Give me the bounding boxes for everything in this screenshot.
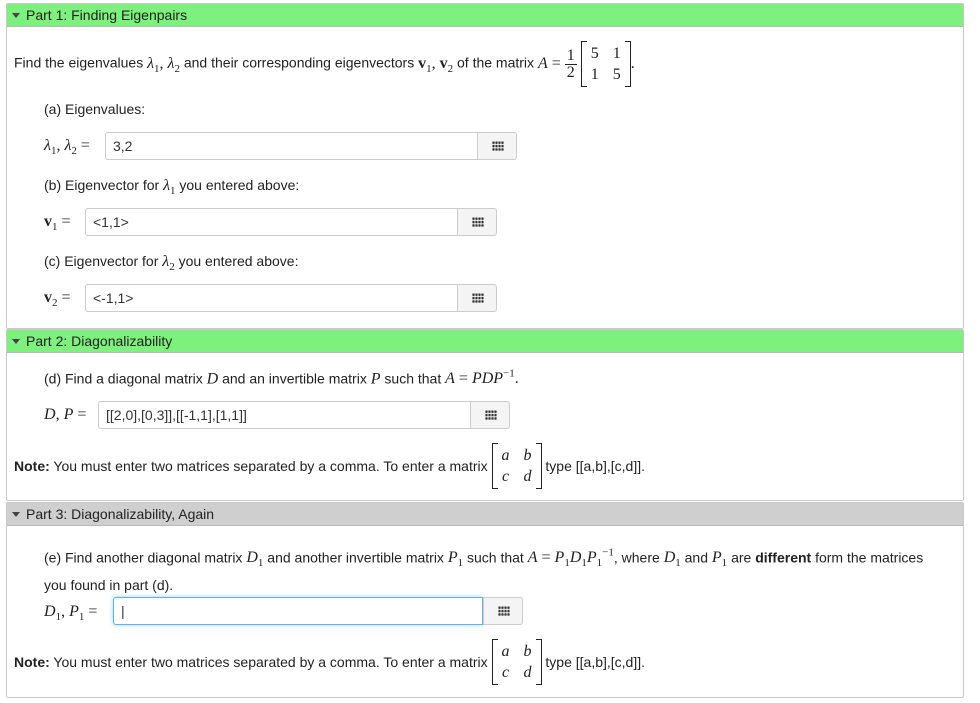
keypad-grid-icon — [472, 293, 484, 303]
matrix-cell: 1 — [612, 45, 621, 62]
part-e-label: (e) Find another diagonal matrix $D_1$ and another invertible matrix $P_1$ such that $A = P_1D_1P_1^{-1}$, where $D_1$ and $P_1$ are different form the matrices you found in part (d). — [44, 547, 924, 593]
keypad-grid-icon — [472, 217, 484, 227]
lambda-answer-label: $\lambda_1$, $\lambda_2$ = — [44, 137, 90, 158]
caret-down-icon — [12, 512, 20, 517]
eigenvector-symbols: $v_1$, $v_2$ — [418, 54, 454, 75]
part1-section — [6, 3, 964, 329]
dp-input[interactable]: [[2,0],[0,3]],[[-1,1],[1,1]] — [98, 401, 471, 429]
dp-keyboard-button[interactable] — [470, 401, 510, 429]
part-a-label: (a) Eigenvalues: — [44, 101, 146, 117]
d1p1-input[interactable]: | — [113, 597, 483, 625]
v2-answer-label: $v_2$ = — [44, 289, 71, 310]
v2-input[interactable]: <-1,1> — [85, 284, 458, 312]
part2-section — [6, 329, 964, 501]
eigenvalues-keyboard-button[interactable] — [477, 132, 517, 160]
part-d-label: (d) Find a diagonal matrix D and an invertible matrix P such that $A = PDP^{-1}$. — [44, 368, 519, 388]
part2-title: Part 2: Diagonalizability — [26, 333, 173, 349]
one-half-fraction: $\frac{1}{2}$ — [566, 46, 575, 81]
matrix-a — [581, 41, 631, 87]
lambda-symbols: $\lambda_1$, $\lambda_2$ — [147, 54, 180, 75]
problem-text-mid2: of the matrix — [457, 54, 535, 71]
v1-answer-label: $v_1$ = — [44, 213, 71, 234]
eigenvalues-input[interactable]: 3,2 — [105, 132, 478, 160]
keypad-grid-icon — [485, 410, 497, 420]
problem-text-lead: Find the eigenvalues — [14, 54, 144, 71]
d1p1-answer-label: $D_1$, $P_1$ = — [44, 603, 98, 624]
part2-header[interactable] — [7, 330, 963, 353]
note-matrix: a b c d — [492, 443, 542, 489]
matrix-cell: 5 — [590, 45, 599, 62]
part1-header[interactable] — [7, 4, 963, 27]
keypad-grid-icon — [492, 141, 504, 151]
note-matrix: a b c d — [492, 639, 542, 685]
part1-problem — [14, 41, 954, 87]
caret-down-icon — [12, 13, 20, 18]
v2-keyboard-button[interactable] — [457, 284, 497, 312]
v1-input[interactable]: <1,1> — [85, 208, 458, 236]
matrix-cell: 5 — [612, 66, 621, 83]
problem-text-mid1: and their corresponding eigenvectors — [183, 54, 415, 71]
keypad-grid-icon — [498, 606, 510, 616]
part3-section — [6, 502, 964, 698]
matrix-a-expression: A = $\frac{1}{2}$ 5 1 1 5 . — [538, 55, 635, 72]
part-b-label: (b) Eigenvector for $\lambda_1$ you entered above: — [44, 177, 300, 198]
part1-title: Part 1: Finding Eigenpairs — [26, 7, 188, 23]
part-c-label: (c) Eigenvector for $\lambda_2$ you entered above: — [44, 253, 299, 274]
part3-note: Note: You must enter two matrices separated by a comma. To enter a matrix a b c d type [[a,b],[c,d]]. — [14, 639, 645, 685]
v1-keyboard-button[interactable] — [457, 208, 497, 236]
caret-down-icon — [12, 339, 20, 344]
part2-note: Note: You must enter two matrices separated by a comma. To enter a matrix a b c d type [[a,b],[c,d]]. — [14, 443, 645, 489]
matrix-cell: 1 — [590, 66, 599, 83]
dp-answer-label: D, P = — [44, 406, 87, 423]
part3-header[interactable] — [7, 503, 963, 526]
d1p1-keyboard-button[interactable] — [483, 597, 523, 625]
part3-title: Part 3: Diagonalizability, Again — [26, 506, 215, 522]
